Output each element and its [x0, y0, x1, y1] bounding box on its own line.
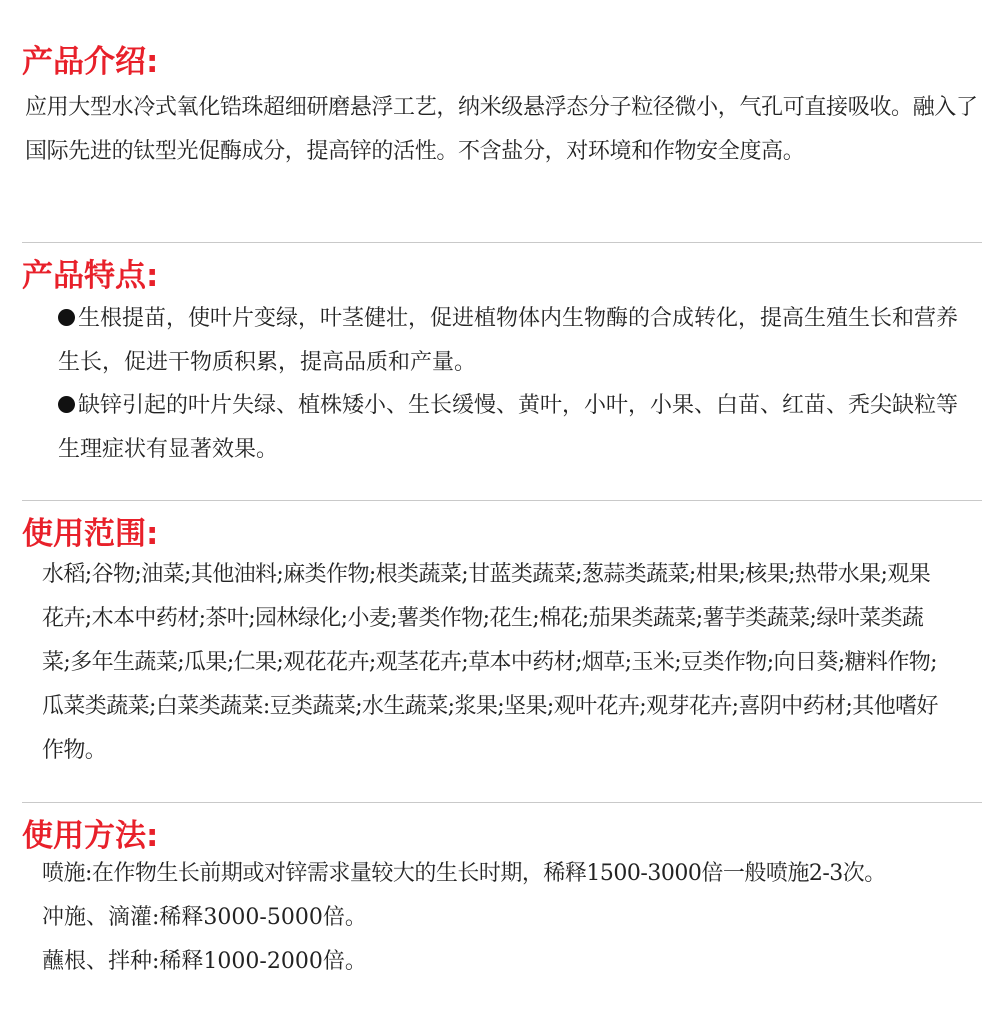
method-line-spray: 喷施:在作物生长前期或对锌需求量较大的生长时期，稀释1500-3000倍一般喷施2-3次。: [42, 861, 886, 886]
divider-3: [22, 802, 982, 803]
feature-item: [58, 297, 958, 385]
divider-1: [22, 242, 982, 243]
feature-item-text: 生根提苗，使叶片变绿，叶茎健壮，促进植物体内生物酶的合成转化，提高生殖生长和营养生长，促进干物质积累，提高品质和产量。: [58, 306, 959, 375]
feature-item-text: 缺锌引起的叶片失绿、植株矮小、生长缓慢、黄叶，小叶，小果、白苗、红苗、秃尖缺粒等生理症状有显著效果。: [58, 393, 959, 462]
scope-heading: 使用范围:: [22, 516, 159, 552]
features-heading: 产品特点:: [22, 258, 159, 294]
method-line-root: 蘸根、拌种:稀释1000-2000倍。: [42, 949, 367, 974]
bullet-dot-icon: [58, 309, 75, 326]
bullet-dot-icon: [58, 396, 75, 413]
intro-text: 应用大型水冷式氧化锆珠超细研磨悬浮工艺，纳米级悬浮态分子粒径微小，气孔可直接吸收。融入了国际先进的钛型光促酶成分，提高锌的活性。不含盐分，对环境和作物安全度高。: [25, 95, 978, 164]
intro-heading: 产品介绍:: [22, 44, 159, 80]
divider-2: [22, 500, 982, 501]
scope-text: 水稻;谷物;油菜;其他油料;麻类作物;根类蔬菜;甘蓝类蔬菜;葱蒜类蔬菜;柑果;核果;热带水果;观果花卉;木本中药材;茶叶;园林绿化;小麦;薯类作物;花生;棉花;茄果类蔬菜;薯芋类蔬菜;绿叶菜类蔬菜;多年生蔬菜;瓜果;仁果;观花花卉;观茎花卉;草本中药材;烟草;玉米;豆类作物;向日葵;糖料作物;瓜菜类蔬菜;白菜类蔬菜:豆类蔬菜;水生蔬菜;浆果;坚果;观叶花卉;观芽花卉;喜阴中药材;其他嗜好作物。: [42, 562, 938, 763]
method-line-drip: 冲施、滴灌:稀释3000-5000倍。: [42, 905, 367, 930]
feature-item: [58, 384, 958, 472]
method-heading: 使用方法:: [22, 818, 159, 854]
